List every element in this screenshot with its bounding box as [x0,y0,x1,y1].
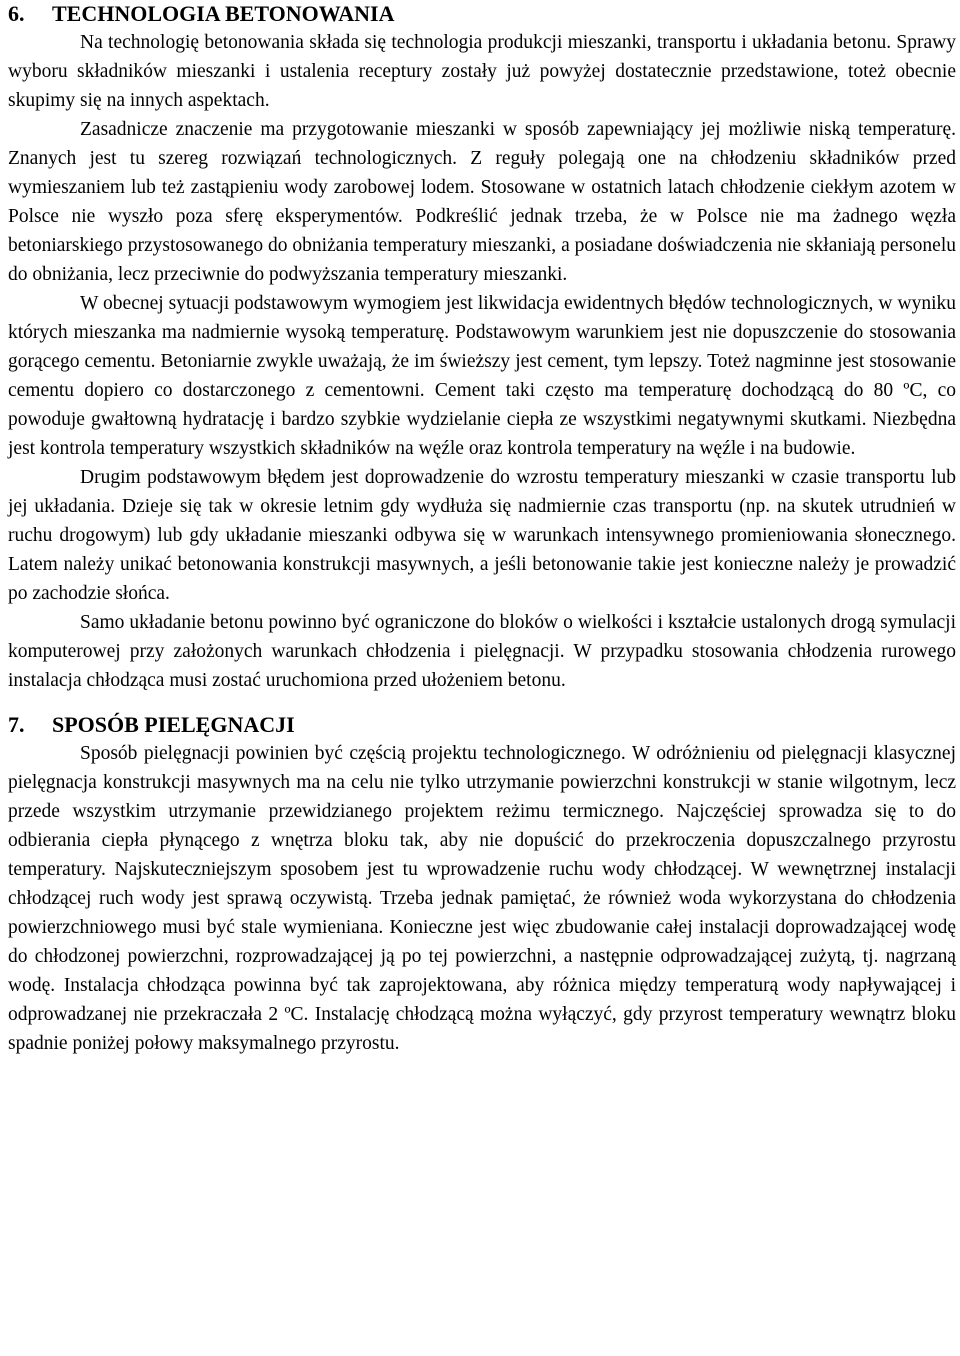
paragraph-text: W obecnej sytuacji podstawowym wymogiem jest likwidacja ewidentnych błędów technologicznych, w wyniku których mieszanka ma nadmiernie wysoką temperaturę. Podstawowym warunkiem jest nie dopuszczenie do stosowania gorącego cementu. Betoniarnie zwykle uważają, że im świeższy jest cement, tym lepszy. Toteż nagminne jest stosowanie cementu dopiero co dostarczonego z cementowni. Cement taki często ma temperaturę dochodzącą do 80 ºC, co powoduje gwałtowną hydratację i bardzo szybkie wydzielanie ciepła ze wszystkimi negatywnymi skutkami. Niezbędna jest kontrola temperatury wszystkich składników na węźle oraz kontrola temperatury na węźle i na budowie. [8,293,956,459]
paragraph [8,608,956,695]
section-number: 6. [8,1,25,26]
section-title: SPOSÓB PIELĘGNACJI [52,712,295,737]
paragraph-text: Sposób pielęgnacji powinien być częścią projektu technologicznego. W odróżnieniu od pielęgnacji klasycznej pielęgnacja konstrukcji masywnych ma na celu nie tylko utrzymanie powierzchni konstrukcji w stanie wilgotnym, lecz przede wszystkim utrzymanie przewidzianego projektem reżimu termicznego. Najczęściej sprowadza się to do odbierania ciepła płynącego z wnętrza bloku tak, aby nie dopuścić do przekroczenia dopuszczalnego przyrostu temperatury. Najskuteczniejszym sposobem jest tu wprowadzenie ruchu wody chłodzącej. W wewnętrznej instalacji chłodzącej ruch wody jest sprawą oczywistą. Trzeba jednak pamiętać, że również woda wykorzystana do chłodzenia powierzchniowego musi być stale wymieniana. Konieczne jest więc zbudowanie całej instalacji doprowadzającej wodę do chłodzonej powierzchni, rozprowadzającej ją po tej powierzchni, a następnie odprowadzającej zużytą, tj. nagrzaną wodę. Instalacja chłodząca powinna być tak zaprojektowana, aby różnica między temperaturą wody napływającej i odprowadzanej nie przekraczała 2 ºC. Instalację chłodzącą można wyłączyć, gdy przyrost temperatury wewnątrz bloku spadnie poniżej połowy maksymalnego przyrostu. [8,743,956,1054]
paragraph [8,463,956,608]
section-heading [8,711,956,739]
paragraph-text: Samo układanie betonu powinno być ograniczone do bloków o wielkości i kształcie ustalonych drogą symulacji komputerowej przy założonych warunkach chłodzenia i pielęgnacji. W przypadku stosowania chłodzenia rurowego instalacja chłodząca musi zostać uruchomiona przed ułożeniem betonu. [8,612,956,691]
section-7 [8,711,956,1058]
section-heading [8,0,956,28]
paragraph [8,739,956,1058]
paragraph-text: Zasadnicze znaczenie ma przygotowanie mieszanki w sposób zapewniający jej możliwie niską temperaturę. Znanych jest tu szereg rozwiązań technologicznych. Z reguły polegają one na chłodzeniu składników przed wymieszaniem lub też zastąpieniu wody zarobowej lodem. Stosowane w ostatnich latach chłodzenie ciekłym azotem w Polsce nie wyszło poza sferę eksperymentów. Podkreślić jednak trzeba, że w Polsce nie ma żadnego węzła betoniarskiego przystosowanego do obniżania temperatury mieszanki, a posiadane doświadczenia nie skłaniają personelu do obniżania, lecz przeciwnie do podwyższania temperatury mieszanki. [8,119,956,285]
document-page [8,0,956,1058]
section-number: 7. [8,712,25,737]
paragraph [8,115,956,289]
paragraph-text: Drugim podstawowym błędem jest doprowadzenie do wzrostu temperatury mieszanki w czasie transportu lub jej układania. Dzieje się tak w okresie letnim gdy wydłuża się nadmiernie czas transportu (np. na skutek utrudnień w ruchu drogowym) lub gdy układanie mieszanki odbywa się w warunkach intensywnego promieniowania słonecznego. Latem należy unikać betonowania konstrukcji masywnych, a jeśli betonowanie takie jest konieczne należy je prowadzić po zachodzie słońca. [8,467,956,604]
paragraph-text: Na technologię betonowania składa się technologia produkcji mieszanki, transportu i układania betonu. Sprawy wyboru składników mieszanki i ustalenia receptury zostały już powyżej dostatecznie przedstawione, toteż obecnie skupimy się na innych aspektach. [8,32,956,111]
section-title: TECHNOLOGIA BETONOWANIA [52,1,395,26]
section-6 [8,0,956,695]
paragraph [8,289,956,463]
paragraph [8,28,956,115]
